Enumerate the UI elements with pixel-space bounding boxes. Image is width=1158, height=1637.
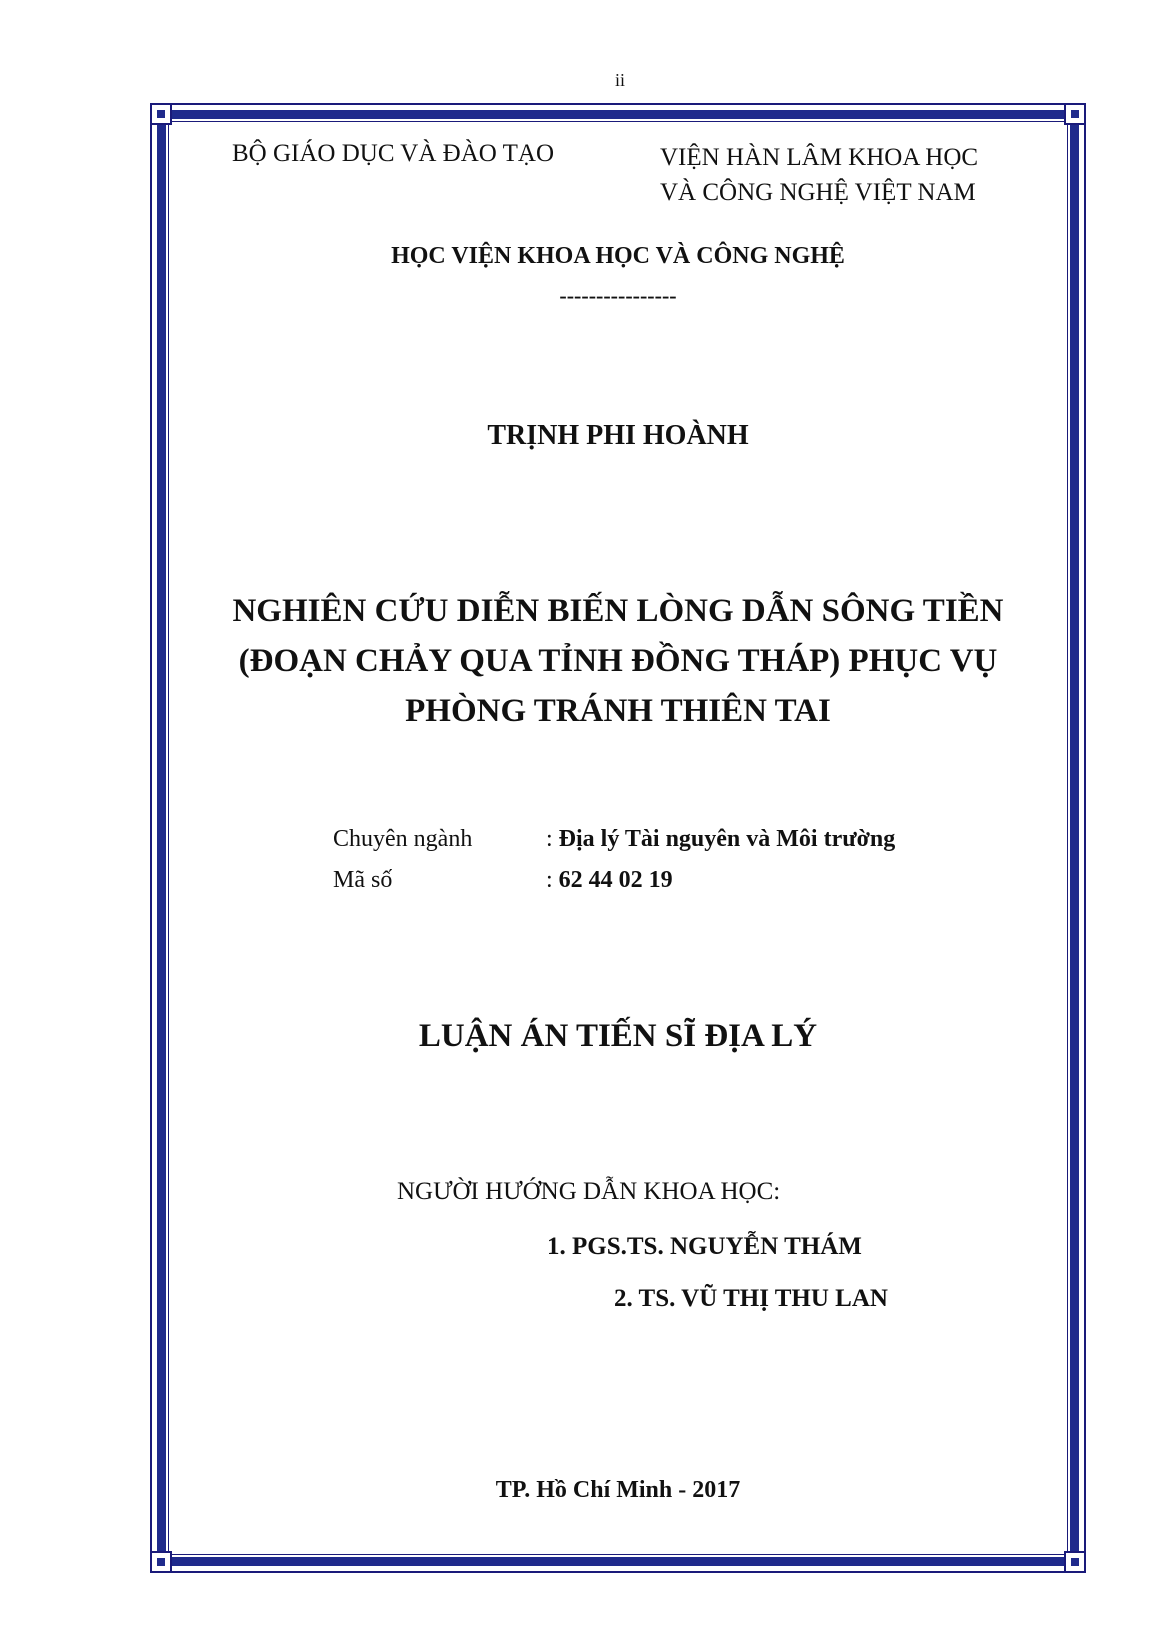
institute-name: HỌC VIỆN KHOA HỌC VÀ CÔNG NGHỆ	[391, 243, 845, 269]
place-and-year: TP. Hồ Chí Minh - 2017	[495, 1477, 741, 1503]
code-separator: :	[546, 867, 559, 893]
border-corner-ornament	[1064, 1551, 1086, 1573]
major-value-row	[546, 826, 895, 853]
code-value-row	[546, 867, 673, 894]
border-corner-ornament	[150, 1551, 172, 1573]
degree-title: LUẬN ÁN TIẾN SĨ ĐỊA LÝ	[418, 1018, 818, 1054]
advisor-2: 2. TS. VŨ THỊ THU LAN	[614, 1285, 888, 1312]
academy-name-line-1: VIỆN HÀN LÂM KHOA HỌC	[660, 144, 979, 171]
code-value: 62 44 02 19	[558, 867, 673, 893]
advisor-1: 1. PGS.TS. NGUYỄN THÁM	[547, 1233, 862, 1260]
major-label: Chuyên ngành	[333, 826, 473, 852]
academy-name-line-2: VÀ CÔNG NGHỆ VIỆT NAM	[660, 179, 976, 206]
author-name: TRỊNH PHI HOÀNH	[487, 420, 749, 451]
thesis-title-line-3: PHÒNG TRÁNH THIÊN TAI	[405, 693, 831, 729]
thesis-title-line-2: (ĐOẠN CHẢY QUA TỈNH ĐỒNG THÁP) PHỤC VỤ	[238, 643, 998, 679]
thesis-title	[158, 586, 1078, 736]
major-separator: :	[546, 826, 559, 852]
major-value: Địa lý Tài nguyên và Môi trường	[558, 826, 896, 852]
code-label: Mã số	[333, 867, 393, 893]
academy-name	[660, 140, 978, 210]
page-number: ii	[614, 70, 625, 90]
header-divider: ----------------	[559, 283, 677, 308]
thesis-title-line-1: NGHIÊN CỨU DIỄN BIẾN LÒNG DẪN SÔNG TIỀN	[232, 593, 1004, 629]
border-corner-ornament	[1064, 103, 1086, 125]
border-corner-ornament	[150, 103, 172, 125]
advisors-heading: NGƯỜI HƯỚNG DẪN KHOA HỌC:	[397, 1178, 781, 1205]
ministry-name: BỘ GIÁO DỤC VÀ ĐÀO TẠO	[232, 140, 554, 167]
